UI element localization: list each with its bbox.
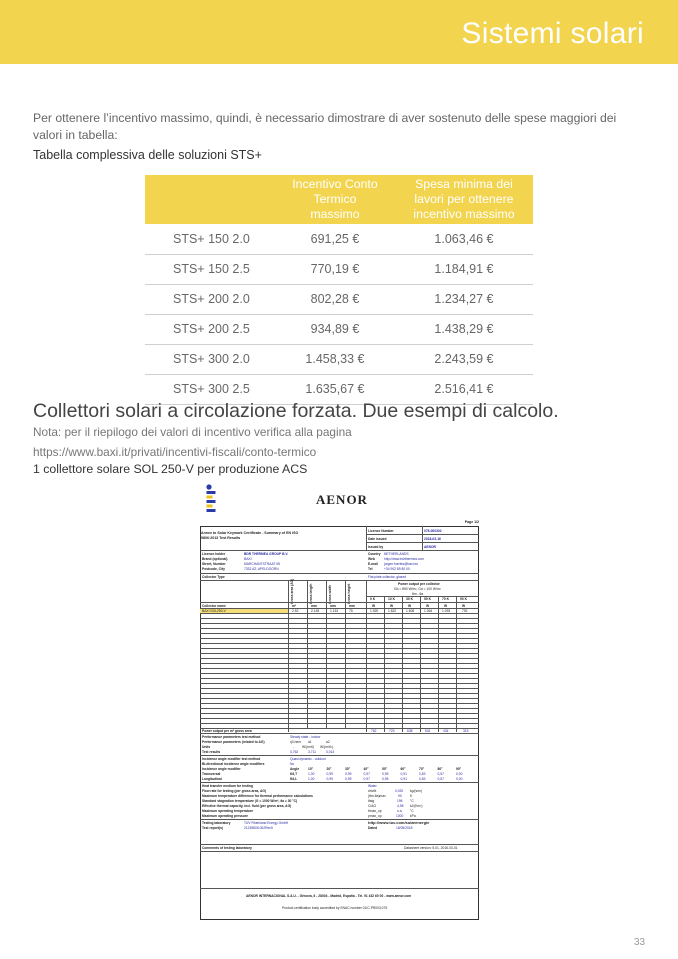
cert-angle-value: 40°: [363, 767, 369, 771]
cert-bidir: No: [290, 762, 295, 766]
table-row: [145, 284, 533, 314]
cert-longitudinal-label: Longitudinal: [202, 777, 222, 781]
cert-postcode-label: Postcode, City: [202, 567, 225, 571]
cert-licence-number: 078-000302: [424, 529, 442, 533]
cert-transversal-value: 0,99: [326, 772, 333, 776]
cert-dt-90: 90 K: [460, 597, 467, 601]
cert-unit-w90: W: [462, 604, 466, 608]
cert-transversal-value: 0,97: [363, 772, 370, 776]
cert-eff-symbol: C/AG: [368, 804, 377, 808]
cert-footer-address: AENOR INTERNACIONAL S.A.U. - Génova, 6 - 28004 - Madrid, España - Tel. 91 432 60 00 - www.aenor.com: [246, 894, 412, 898]
cert-transversal-value: 0,57: [437, 772, 444, 776]
cert-k-theta-t: Kθ,T: [290, 772, 298, 776]
cert-country-label: Country: [368, 552, 381, 556]
cert-perf-params-label: Performance parameters (related to AG): [202, 740, 265, 744]
cert-maxop-temp-value: n.a.: [397, 809, 403, 813]
cert-tel: +34 902 89 80 00: [384, 567, 410, 571]
sts-min-spend: 1.184,91 €: [395, 254, 533, 284]
sts-model: STS+ 200 2.0: [145, 284, 275, 314]
cert-collector-p30: 1.608: [406, 609, 415, 613]
section-title: Collettori solari a circolazione forzata. Due esempi di calcolo.: [33, 400, 559, 422]
cert-longitudinal-value: 0,97: [363, 777, 370, 781]
cert-lab-label: Testing laboratory: [202, 821, 231, 825]
cert-maxop-press-label: Maximum operating pressure: [202, 814, 248, 818]
cert-unit-area: m²: [292, 604, 297, 608]
cert-transversal-label: Transversal: [202, 772, 221, 776]
sts-incentive: 802,28 €: [275, 284, 395, 314]
cert-comments-label: Comments of testing laboratory: [202, 846, 252, 850]
cert-issued-by: AENOR: [424, 545, 436, 549]
cert-maxtemp-value: 90: [398, 794, 402, 798]
cert-flow-value: 0,020: [395, 789, 404, 793]
cert-grid-line: [200, 633, 479, 634]
cert-longitudinal-value: 0,00: [456, 777, 463, 781]
cert-transversal-value: 0,95: [382, 772, 389, 776]
cert-col-gross-length: Gross length: [309, 583, 313, 604]
aenor-brand: AENOR: [316, 492, 368, 507]
cert-power-m2-50: 541: [425, 729, 431, 733]
cert-collector-p0: 1.920: [370, 609, 379, 613]
cert-unit-w10: W: [390, 604, 394, 608]
cert-maxop-temp-label: Maximum operating temperature: [202, 809, 254, 813]
sts-model: STS+ 150 2.5: [145, 254, 275, 284]
cert-grid-line: [200, 643, 479, 644]
cert-grid-line: [200, 653, 479, 654]
table-row: [145, 344, 533, 374]
cert-units-label: Units: [202, 745, 211, 749]
cert-eff-value: 4,98: [397, 804, 404, 808]
cert-web: http://www.bdrthermea.com: [384, 557, 425, 561]
cert-result-a2: 0,014: [326, 750, 335, 754]
cert-licence-number-label: Licence Number: [368, 529, 394, 533]
sts-model: STS+ 300 2.0: [145, 344, 275, 374]
cert-unit-width: mm: [330, 604, 336, 608]
cert-angle-label: Angle: [290, 767, 300, 771]
cert-longitudinal-value: 0,99: [326, 777, 333, 781]
sts-header-min-spend: Spesa minima dei lavori per ottenere incentivo massimo: [395, 175, 533, 224]
cert-page: Page 1/2: [464, 520, 479, 524]
cert-col-gross-width: Gross width: [328, 584, 332, 604]
cert-angle-value: 20°: [326, 767, 332, 771]
sts-incentive: 770,19 €: [275, 254, 395, 284]
cert-result-eta0: 0,762: [290, 750, 299, 754]
cert-longitudinal-value: 1,00: [308, 777, 315, 781]
cert-street: MARCHANTSTRAAT 55: [244, 562, 280, 566]
cert-power-m2-70: 434: [443, 729, 449, 733]
cert-longitudinal-value: 0,99: [345, 777, 352, 781]
cert-issued-by-label: Issued by: [368, 545, 384, 549]
cert-angle-value: 10°: [308, 767, 313, 771]
cert-perf-method-label: Performance parameters test method: [202, 735, 261, 739]
cert-collector-width: 1.151: [330, 609, 339, 613]
cert-flow-symbol: dṁ/dt: [368, 789, 377, 793]
cert-dated-label: Dated: [368, 826, 378, 830]
cert-iam-label: Incidence angle modifier: [202, 767, 241, 771]
cert-unit-length: mm: [311, 604, 317, 608]
cert-angle-value: 70°: [419, 767, 424, 771]
cert-maxop-press-unit: kPa: [410, 814, 416, 818]
cert-grid-line: [200, 623, 479, 624]
cert-maxop-press-value: 1000: [396, 814, 404, 818]
sts-incentive: 1.458,33 €: [275, 344, 395, 374]
cert-angle-value: 30°: [345, 767, 350, 771]
cert-units-a1: W/(m²K): [302, 745, 315, 749]
cert-test-results-label: Test results: [202, 750, 221, 754]
sts-model: STS+ 150 2.0: [145, 224, 275, 254]
sts-model: STS+ 300 2.5: [145, 374, 275, 404]
cert-units-a2: W/(m²K²): [320, 745, 334, 749]
cert-web-label: Web: [368, 557, 375, 561]
cert-iam-method-label: Incidence angle modifier test method: [202, 757, 261, 761]
cert-longitudinal-value: 0,91: [400, 777, 407, 781]
cert-transversal-value: 0,83: [419, 772, 426, 776]
cert-collector-p10: 1.822: [388, 609, 397, 613]
cert-perf-a2: a2: [326, 740, 330, 744]
sts-min-spend: 2.516,41 €: [395, 374, 533, 404]
sts-min-spend: 1.438,29 €: [395, 314, 533, 344]
cert-collector-name-label: Collector name: [202, 604, 226, 608]
cert-power-m2-90: 315: [463, 729, 469, 733]
cert-angle-value: 60°: [400, 767, 406, 771]
cert-grid-line: [200, 618, 479, 619]
cert-transversal-value: 0,00: [456, 772, 463, 776]
cert-result-a1: 3,711: [308, 750, 317, 754]
cert-country: NETHERLANDS: [384, 552, 409, 556]
cert-collector-length: 2.145: [311, 609, 320, 613]
cert-grid-line: [200, 723, 479, 724]
cert-units-eta0: -: [293, 745, 295, 749]
cert-transversal-value: 0,91: [400, 772, 407, 776]
cert-perf-method: Steady state - indoor: [290, 735, 321, 739]
cert-grid-line: [200, 638, 479, 639]
cert-grid-line: [200, 673, 479, 674]
cert-col-gross-height: Gross height: [347, 583, 351, 604]
cert-angle-value: 80°: [437, 767, 443, 771]
cert-heat-transfer-label: Heat transfer medium for testing: [202, 784, 253, 788]
cert-collector-area: 2.52: [292, 609, 299, 613]
sts-table: [145, 175, 533, 405]
cert-unit-w70: W: [444, 604, 448, 608]
cert-collector-height: 75: [349, 609, 353, 613]
cert-transversal-value: 0,99: [345, 772, 352, 776]
cert-grid-line: [200, 683, 479, 684]
cert-dt-10: 10 K: [388, 597, 395, 601]
cert-k-theta-l: Kθ,L: [290, 777, 298, 781]
cert-collector-name: BAXI SOL250-V: [202, 609, 226, 613]
cert-collector-p70: 1.093: [442, 609, 451, 613]
cert-stag-label: Standard stagnation temperature (G = 1000 W/m², θa = 30 °C): [202, 799, 298, 803]
cert-longitudinal-value: 0,95: [382, 777, 389, 781]
sts-incentive: 1.635,67 €: [275, 374, 395, 404]
cert-datasheet: Datasheet version: 5.01, 2016-03-01: [404, 846, 458, 850]
cert-collector-p90: 792: [462, 609, 468, 613]
cert-grid-line: [200, 668, 479, 669]
cert-perf-a1: a1: [308, 740, 312, 744]
cert-holder: BDR THERMEA GROUP B.V.: [244, 552, 289, 556]
cert-dt-30: 30 K: [406, 597, 413, 601]
cert-title-2: 9806:2013 Test Results: [201, 536, 241, 540]
cert-power-m2-label: Power output per m² gross area: [202, 729, 252, 733]
cert-dt-70: 70 K: [442, 597, 449, 601]
cert-brand: BAXI: [244, 557, 252, 561]
cert-grid-line: [200, 718, 479, 719]
cert-tel-label: Tel: [368, 567, 373, 571]
cert-angle-value: 90°: [456, 767, 461, 771]
page-title: Sistemi solari: [461, 17, 644, 50]
cert-grid-line: [200, 648, 479, 649]
header-band: [0, 0, 678, 64]
cert-maxtemp-unit: K: [410, 794, 413, 798]
cert-stag-value: 196: [397, 799, 403, 803]
cert-footer-accreditation: Product certification body accredited by ENAC number 01/C-PR003.079: [282, 906, 388, 910]
cert-grid-line: [200, 613, 479, 614]
aenor-logo-icon: [204, 484, 218, 514]
sts-incentive: 934,89 €: [275, 314, 395, 344]
cert-dt-0: 0 K: [370, 597, 376, 601]
cert-dated: 15/05/2018: [396, 826, 413, 830]
cert-grid-line: [200, 693, 479, 694]
note-link[interactable]: https://www.baxi.it/privati/incentivi-fiscali/conto-termico: [33, 445, 317, 459]
cert-stag-symbol: θstg: [368, 799, 375, 803]
cert-grid-line: [200, 663, 479, 664]
cert-lab-url: http://www.tuv.com/solarenergie: [368, 820, 430, 825]
note-text: Nota: per il riepilogo dei valori di incentivo verifica alla pagina: [33, 425, 352, 439]
cert-perf-eta0: η0,hem: [290, 740, 301, 744]
intro-text: Per ottenere l’incentivo massimo, quindi, è necessario dimostrare di aver sostenuto delle spese maggiori dei valori in tabella:: [33, 111, 617, 142]
cert-date-issued: 2018-03-16: [424, 537, 441, 541]
cert-grid-line: [200, 713, 479, 714]
sts-header-model: [145, 175, 275, 224]
cert-grid-line: [200, 703, 479, 704]
cert-power-m2-0: 762: [371, 729, 377, 733]
cert-email: jurgen.fuertes@baxi.es: [384, 562, 418, 566]
cert-unit-w50: W: [426, 604, 430, 608]
sts-table-header-row: [145, 175, 533, 224]
sts-min-spend: 1.063,46 €: [395, 224, 533, 254]
cert-dt-50: 50 K: [424, 597, 431, 601]
cert-grid-line: [200, 678, 479, 679]
cert-iam-method: Quasi dynamic - outdoor: [290, 757, 326, 761]
cert-date-issued-label: Date issued: [368, 537, 387, 541]
cert-eff-unit: kJ/(Km²): [410, 804, 423, 808]
cert-grid-line: [200, 698, 479, 699]
cert-maxop-press-symbol: pmax_op: [368, 814, 382, 818]
cert-holder-label: Licence holder: [202, 552, 226, 556]
table-caption: Tabella complessiva delle soluzioni STS+: [33, 148, 262, 162]
cert-maxop-temp-unit: °C: [410, 809, 414, 813]
solar-keymark-certificate: [198, 518, 481, 922]
cert-transversal-value: 1,00: [308, 772, 315, 776]
cert-brand-label: Brand (optional): [202, 557, 228, 561]
cert-bidir-label: Bi-directional incidence angle modifiers: [202, 762, 265, 766]
cert-maxtemp-symbol: (θm-θa)max: [368, 794, 386, 798]
sts-header-incentive: Incentivo Conto Termico massimo: [275, 175, 395, 224]
table-row: [145, 254, 533, 284]
cert-power-m2-30: 638: [407, 729, 413, 733]
table-row: [145, 224, 533, 254]
cert-power-m2-10: 723: [389, 729, 395, 733]
cert-grid-line: [200, 708, 479, 709]
cert-maxtemp-label: Maximum temperature difference for thermal performance calculations: [202, 794, 313, 798]
cert-maxop-temp-symbol: θmax_op: [368, 809, 382, 813]
cert-flow-unit: kg/(sm²): [410, 789, 423, 793]
cert-collector-p50: 1.364: [424, 609, 433, 613]
sts-model: STS+ 200 2.5: [145, 314, 275, 344]
cert-street-label: Street, Number: [202, 562, 226, 566]
cert-collector-type: Flat plate collector, glazed: [368, 575, 407, 579]
cert-report: 21239805.002Rev5: [244, 826, 273, 830]
cert-grid-line: [200, 658, 479, 659]
sts-incentive: 691,25 €: [275, 224, 395, 254]
cert-email-label: E-mail: [368, 562, 378, 566]
cert-longitudinal-value: 0,83: [419, 777, 426, 781]
cert-postcode: 7332 AZ, APELDOORN: [244, 567, 279, 571]
table-row: [145, 314, 533, 344]
page-number: 33: [634, 937, 646, 948]
sts-min-spend: 1.234,27 €: [395, 284, 533, 314]
cert-lab: TÜV Rheinland Energy GmbH: [244, 821, 289, 825]
cert-eff-label: Effective thermal capacity, incl. fluid (per gross area, AG): [202, 804, 292, 808]
cert-grid-line: [200, 688, 479, 689]
cert-collector-type-label: Collector Type: [202, 575, 225, 579]
cert-col-gross-area: Gross area (AG): [290, 578, 294, 604]
sts-min-spend: 2.243,59 €: [395, 344, 533, 374]
cert-grid-line: [200, 628, 479, 629]
cert-power-dt: θm - θa: [412, 592, 424, 596]
cert-angle-value: 50°: [382, 767, 387, 771]
example-subhead: 1 collettore solare SOL 250-V per produzione ACS: [33, 462, 308, 476]
cert-title-1: Annex to Solar Keymark Certificate - Summary of EN ISO: [201, 531, 299, 535]
cert-power-header: Power output per collector: [398, 582, 440, 586]
cert-flow-label: Flow rate for testing (per gross area, AG): [202, 789, 266, 793]
cert-power-cond: Gb = 850 W/m², Gd = 100 W/m²: [394, 587, 441, 591]
cert-stag-unit: °C: [410, 799, 414, 803]
cert-unit-w30: W: [408, 604, 412, 608]
cert-longitudinal-value: 0,57: [437, 777, 444, 781]
cert-unit-height: mm: [349, 604, 355, 608]
cert-report-label: Test report(s): [202, 826, 224, 830]
cert-heat-transfer: Water: [368, 784, 377, 788]
cert-unit-w0: W: [372, 604, 376, 608]
